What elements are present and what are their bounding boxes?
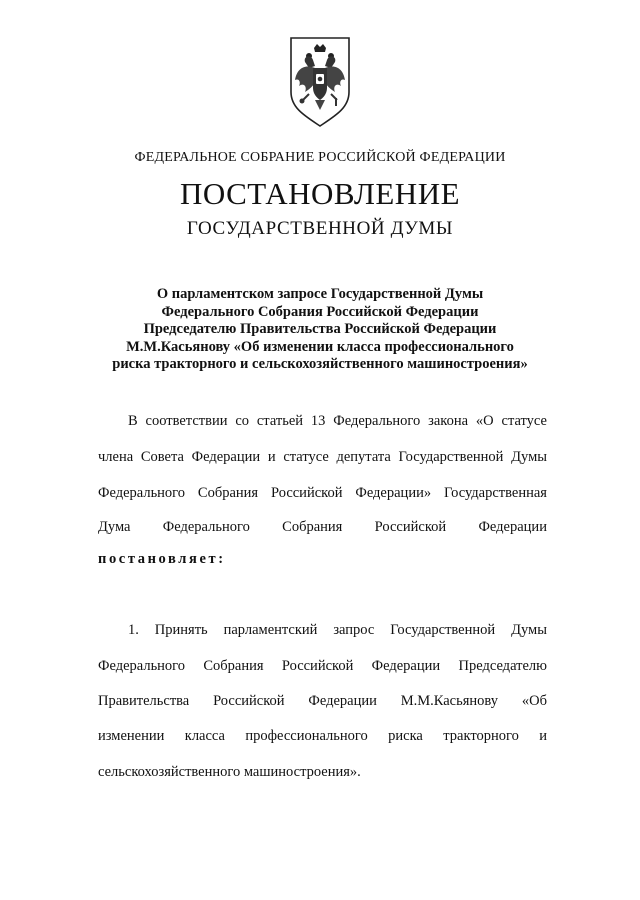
word: Дума	[98, 519, 131, 535]
word: «О	[475, 413, 494, 429]
word: и	[267, 449, 276, 465]
heading-line: риска тракторного и сельскохозяйственного машиностроения»	[112, 356, 528, 372]
word: М.М.Касьянову	[400, 693, 499, 709]
word: члена	[98, 449, 134, 465]
word: Федерального	[333, 413, 421, 429]
word: «Об	[521, 693, 547, 709]
word: статусе	[283, 449, 329, 465]
word: Думы	[511, 449, 547, 465]
item-1-line	[98, 693, 547, 710]
item-1-line	[98, 764, 547, 781]
word: Правительства	[98, 693, 190, 709]
word: запрос	[333, 622, 375, 638]
word: Федерации	[371, 658, 441, 674]
decree-word: постановляет:	[98, 551, 226, 567]
word: Федерации»	[355, 485, 432, 501]
word: статьей	[256, 413, 304, 429]
word: Федерации	[308, 693, 377, 709]
word: статусе	[501, 413, 547, 429]
word: Федерального	[98, 485, 186, 501]
word: Российской	[281, 658, 354, 674]
word: Председателю	[458, 658, 547, 674]
item-1-line	[98, 728, 547, 745]
heading-line: О парламентском запросе Государственной Думы	[156, 286, 484, 302]
document-title: ПОСТАНОВЛЕНИЕ	[179, 176, 461, 211]
word: тракторного	[443, 728, 519, 744]
document-subtitle: ГОСУДАРСТВЕННОЙ ДУМЫ	[186, 218, 454, 239]
word: парламентский	[223, 622, 318, 638]
word: Собрания	[203, 658, 264, 674]
word: Собрания	[197, 485, 259, 501]
word: Федерации	[478, 519, 547, 535]
intro-line	[98, 519, 547, 536]
word: со	[235, 413, 250, 429]
item-1-line	[98, 658, 547, 675]
word: Российской	[271, 485, 343, 501]
word: Федерального	[98, 658, 186, 674]
word: Федерации	[191, 449, 261, 465]
word: класса	[184, 728, 225, 744]
coat-of-arms-emblem	[287, 36, 353, 128]
word: сельскохозяйственного машиностроения».	[98, 764, 361, 780]
word: риска	[388, 728, 423, 744]
word: Российской	[213, 693, 285, 709]
intro-line	[98, 485, 547, 502]
word: соответствии	[145, 413, 228, 429]
word: закона	[428, 413, 469, 429]
organization-line: ФЕДЕРАЛЬНОЕ СОБРАНИЕ РОССИЙСКОЙ ФЕДЕРАЦИИ	[134, 150, 506, 165]
word: Думы	[511, 622, 547, 638]
word: Государственная	[443, 485, 547, 501]
heading-line: Председателю Правительства Российской Федерации	[143, 321, 497, 337]
intro-line	[128, 413, 547, 430]
word: В	[128, 413, 138, 429]
resolution-heading	[60, 286, 580, 374]
word: Принять	[154, 622, 208, 638]
intro-line	[98, 449, 547, 466]
word: 1.	[128, 622, 139, 638]
word: Государственной	[390, 622, 496, 638]
word: и	[539, 728, 547, 744]
word: депутата	[336, 449, 391, 465]
heading-line: Федерального Собрания Российской Федерации	[161, 303, 479, 320]
word: Федерального	[162, 519, 250, 535]
word: профессионального	[245, 728, 368, 744]
word: Государственной	[398, 449, 504, 465]
heading-line: М.М.Касьянову «Об изменении класса профессионального	[126, 338, 514, 355]
word: 13	[310, 413, 326, 429]
item-1-line	[128, 622, 547, 639]
word: изменении	[98, 728, 165, 744]
word: Собрания	[282, 519, 343, 535]
word: Российской	[374, 519, 447, 535]
word: Совета	[140, 449, 184, 465]
